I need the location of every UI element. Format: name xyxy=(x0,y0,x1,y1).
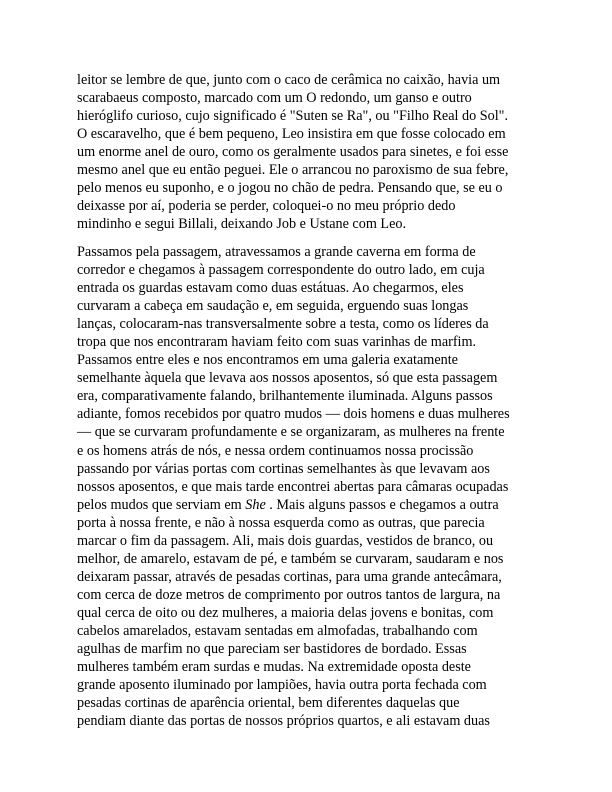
text-line: nossos aposentos, e que mais tarde encontrei abertas para câmaras ocupadas xyxy=(77,478,509,495)
text-line: marcar o fim da passagem. Ali, mais dois guardas, vestidos de branco, ou xyxy=(77,532,494,549)
text-line: pesadas cortinas de aparência oriental, bem diferentes daquelas que xyxy=(77,695,460,712)
text-line: semelhante àquela que levava aos nossos aposentos, só que esta passagem xyxy=(77,370,498,387)
text-line: agulhas de marfim no que pareciam ser bastidores de bordado. Essas xyxy=(77,641,467,658)
text-line: deixasse por aí, poderia se perder, coloquei-o no meu próprio dedo xyxy=(77,198,456,215)
italic-title-she: She xyxy=(245,496,266,513)
text-line: Passamos entre eles e nos encontramos em uma galeria exatamente xyxy=(77,352,458,369)
text-line: O escaravelho, que é bem pequeno, Leo insistira em que fosse colocado em xyxy=(77,126,506,143)
text-line: entrada os guardas estavam como duas estátuas. Ao chegarmos, eles xyxy=(77,280,464,297)
text-line: tropa que nos encontraram haviam feito com suas varinhas de marfim. xyxy=(77,334,477,351)
text-line: adiante, fomos recebidos por quatro mudos — dois homens e duas mulheres xyxy=(77,406,510,423)
text-line: com cerca de doze metros de comprimento por outros tantos de largura, na xyxy=(77,586,501,603)
text-line: leitor se lembre de que, junto com o caco de cerâmica no caixão, havia um xyxy=(77,72,501,88)
text-line: curvaram a cabeça em saudação e, em seguida, erguendo suas longas xyxy=(77,298,469,315)
text-line: melhor, de amarelo, estavam de pé, e também se curvaram, saudaram e nos xyxy=(77,550,504,567)
text-line: grande aposento iluminado por lampiões, havia outra porta fechada com xyxy=(77,677,487,694)
text-line: hieróglifo curioso, cujo significado é "Suten se Ra", ou "Filho Real do Sol". xyxy=(77,108,509,125)
text-line: qual cerca de oito ou dez mulheres, a maioria delas jovens e bonitas, com xyxy=(77,604,494,621)
text-line: deixaram passar, através de pesadas cortinas, para uma grande antecâmara, xyxy=(77,568,502,585)
text-line: mindinho e segui Billali, deixando Job e Ustane com Leo. xyxy=(77,216,407,233)
text-line: um enorme anel de ouro, como os geralmente usados para sinetes, e foi esse xyxy=(77,144,509,161)
text-line: passando por várias portas com cortinas semelhantes às que levavam aos xyxy=(77,460,490,477)
text-line: Passamos pela passagem, atravessamos a grande caverna em forma de xyxy=(77,244,476,260)
text-line: mulheres também eram surdas e mudas. Na extremidade oposta deste xyxy=(77,659,471,676)
paragraph-2 xyxy=(77,243,547,730)
text-line: pendiam diante das portas de nossos próprios quartos, e ali estavam duas xyxy=(77,713,490,730)
text-line: pelo menos eu suponho, e o jogou no chão de pedra. Pensando que, se eu o xyxy=(77,180,503,197)
text-line-with-italic xyxy=(77,496,547,514)
text-line: porta à nossa frente, e não à nossa esquerda como as outras, que parecia xyxy=(77,514,485,531)
text-line: scarabaeus composto, marcado com um O redondo, um ganso e outro xyxy=(77,90,472,107)
text-segment: pelos mudos que serviam em xyxy=(77,496,246,513)
text-line: cabelos amarelados, estavam sentadas em almofadas, trabalhando com xyxy=(77,622,478,639)
text-segment: . Mais alguns passos e chegamos a outra xyxy=(265,496,499,513)
text-line: mesmo anel que eu então peguei. Ele o arrancou no paroxismo de sua febre, xyxy=(77,162,509,179)
text-line: e os homens atrás de nós, e nessa ordem continuamos nossa procissão xyxy=(77,442,474,459)
text-line: corredor e chegamos à passagem correspondente do outro lado, em cuja xyxy=(77,262,485,279)
text-line: era, comparativamente falando, brilhantemente iluminada. Alguns passos xyxy=(77,388,493,405)
paragraph-1 xyxy=(77,71,547,233)
text-line: — que se curvaram profundamente e se organizaram, as mulheres na frente xyxy=(77,424,505,441)
text-line: lanças, colocaram-nas transversalmente sobre a testa, como os líderes da xyxy=(77,316,489,333)
